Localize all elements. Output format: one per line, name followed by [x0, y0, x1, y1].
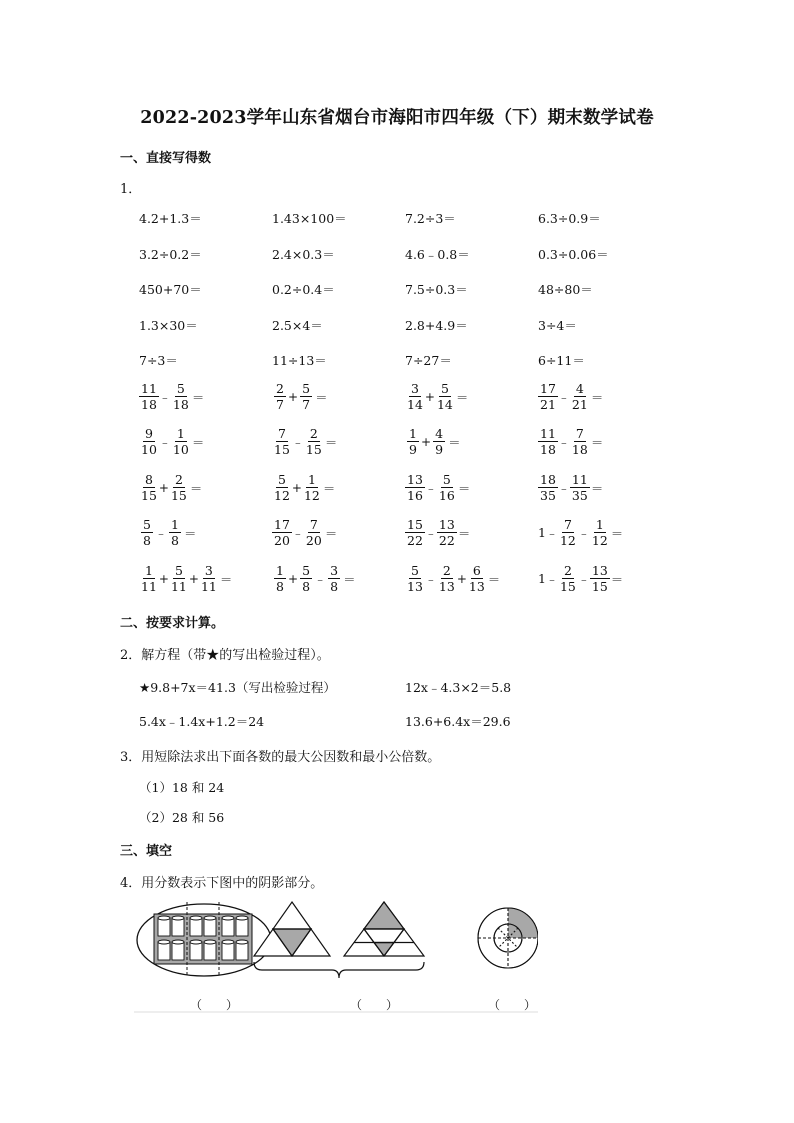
- section-2-heading: 二、按要求计算。: [120, 616, 225, 631]
- cylinder-icon: [190, 916, 202, 936]
- denominator: 22: [438, 533, 455, 548]
- fraction-problem: [538, 563, 623, 594]
- numerator: 13: [407, 472, 423, 487]
- operator: ﹣: [545, 572, 558, 586]
- numerator: 1: [176, 426, 185, 441]
- equals-sign: ＝: [457, 525, 471, 541]
- fraction-problem: [272, 472, 335, 503]
- fraction-problem: [272, 517, 337, 548]
- triangles-figure: [254, 902, 424, 978]
- cylinder-icon: [236, 940, 248, 960]
- oral-problem: 2.4×0.3＝: [272, 247, 335, 262]
- denominator: 16: [438, 488, 455, 503]
- q3-text: 3．用短除法求出下面各数的最大公因数和最小公倍数。: [120, 750, 441, 765]
- denominator: 15: [170, 488, 187, 503]
- numerator: 5: [176, 381, 185, 396]
- operator: ﹣: [291, 435, 304, 449]
- fraction-problem: [405, 517, 470, 548]
- cylinder-icon: [204, 940, 216, 960]
- cylinder-icon: [158, 916, 170, 936]
- denominator: 20: [274, 533, 290, 548]
- numerator: 6: [472, 563, 481, 578]
- equals-sign: ＝: [610, 525, 624, 541]
- denominator: 21: [540, 397, 556, 412]
- oral-problem: 3.2÷0.2＝: [139, 247, 202, 262]
- fraction-problem: [139, 472, 202, 503]
- circle-figure: [478, 908, 538, 968]
- fraction: [272, 381, 288, 412]
- operator: ﹣: [155, 526, 168, 540]
- numerator: 7: [575, 426, 584, 441]
- denominator: 10: [172, 442, 189, 457]
- fraction-problem: [272, 563, 356, 594]
- fraction: [171, 426, 191, 457]
- operator: +: [456, 571, 467, 586]
- operator: +: [158, 571, 169, 586]
- oral-problem: 6.3÷0.9＝: [538, 211, 601, 226]
- numerator: 2: [174, 472, 183, 487]
- numerator: 1: [307, 472, 316, 487]
- equals-sign: ＝: [322, 480, 336, 496]
- equals-sign: ＝: [191, 389, 205, 405]
- whole-number: 1: [538, 571, 546, 586]
- numerator: 2: [309, 426, 318, 441]
- q4-text: 4．用分数表示下图中的阴影部分。: [120, 876, 324, 891]
- cylinder-group-figure: [137, 902, 271, 976]
- numerator: 1: [409, 426, 417, 441]
- numerator: 11: [141, 381, 157, 396]
- oral-problem: 7.5÷0.3＝: [405, 282, 468, 297]
- cylinder-icon: [222, 940, 234, 960]
- denominator: 14: [407, 397, 423, 412]
- equals-sign: ＝: [455, 389, 469, 405]
- equals-sign: ＝: [324, 434, 338, 450]
- operator: ﹣: [158, 435, 171, 449]
- answer-blank-1[interactable]: （ ）: [190, 998, 239, 1012]
- numerator: 9: [144, 426, 153, 441]
- denominator: 13: [438, 579, 455, 594]
- answer-blank-2[interactable]: （ ）: [350, 998, 399, 1012]
- equals-sign: ＝: [191, 434, 205, 450]
- equals-sign: ＝: [324, 525, 338, 541]
- equals-sign: ＝: [590, 480, 604, 496]
- equals-sign: ＝: [487, 571, 501, 587]
- oral-problem: 11÷13＝: [272, 353, 327, 368]
- equals-sign: ＝: [590, 389, 604, 405]
- fraction: [405, 426, 421, 457]
- fraction: [570, 381, 590, 412]
- cylinder-icon: [158, 940, 170, 960]
- fraction: [570, 472, 590, 503]
- equation-4: 13.6+6.4x＝29.6: [405, 714, 511, 729]
- oral-problem: 2.5×4＝: [272, 318, 323, 333]
- section-3-heading: 三、填空: [120, 844, 173, 859]
- fraction-problem: [139, 381, 204, 412]
- denominator: 8: [171, 533, 179, 548]
- oral-problem: 0.2÷0.4＝: [272, 282, 335, 297]
- denominator: 15: [274, 442, 290, 457]
- equals-sign: ＝: [590, 434, 604, 450]
- numerator: 2: [442, 563, 451, 578]
- operator: +: [291, 480, 302, 495]
- operator: ﹣: [424, 572, 437, 586]
- denominator: 9: [409, 442, 417, 457]
- denominator: 7: [276, 397, 284, 412]
- fraction-problem: [405, 426, 461, 457]
- fraction: [171, 381, 191, 412]
- fraction: [405, 517, 425, 548]
- fraction: [199, 563, 219, 594]
- denominator: 9: [435, 442, 444, 457]
- fraction-problem: [538, 472, 603, 503]
- denominator: 8: [302, 579, 311, 594]
- fraction: [437, 517, 457, 548]
- fraction: [467, 563, 487, 594]
- fraction: [139, 563, 159, 594]
- numerator: 5: [143, 517, 151, 532]
- section-1-heading: 一、直接写得数: [120, 151, 212, 166]
- q1-label: 1．: [120, 182, 142, 197]
- operator: ﹣: [158, 390, 171, 404]
- operator: ﹣: [545, 526, 558, 540]
- numerator: 1: [171, 517, 179, 532]
- fraction: [272, 563, 288, 594]
- fraction: [437, 563, 457, 594]
- cylinder-icon: [172, 916, 184, 936]
- equals-sign: ＝: [184, 525, 197, 541]
- fraction-problem: [272, 426, 337, 457]
- operator: ﹣: [557, 435, 570, 449]
- fraction-problem: [139, 517, 197, 548]
- fraction: [272, 426, 292, 457]
- fraction: [558, 563, 578, 594]
- oral-problem: 2.8+4.9＝: [405, 318, 468, 333]
- numerator: 5: [440, 381, 449, 396]
- operator: +: [288, 389, 299, 404]
- denominator: 12: [303, 488, 320, 503]
- numerator: 17: [274, 517, 290, 532]
- cylinder-icon: [172, 940, 184, 960]
- answer-blank-3[interactable]: （ ）: [488, 998, 537, 1012]
- denominator: 22: [407, 533, 423, 548]
- operator: ﹣: [557, 481, 570, 495]
- fraction: [590, 563, 610, 594]
- fraction: [304, 426, 324, 457]
- oral-problem: 7÷27＝: [405, 353, 452, 368]
- fraction: [538, 426, 558, 457]
- fraction: [405, 472, 425, 503]
- denominator: 15: [591, 579, 608, 594]
- denominator: 18: [172, 397, 189, 412]
- oral-problem: 4.2+1.3＝: [139, 211, 202, 226]
- denominator: 7: [302, 397, 311, 412]
- oral-problem: 3÷4＝: [538, 318, 577, 333]
- operator: ﹣: [291, 526, 304, 540]
- denominator: 21: [571, 397, 588, 412]
- denominator: 14: [436, 397, 453, 412]
- fraction-problem: [405, 472, 470, 503]
- denominator: 20: [305, 533, 322, 548]
- fraction-problem: [139, 563, 232, 594]
- numerator: 15: [407, 517, 423, 532]
- fraction-problem: [272, 381, 328, 412]
- operator: +: [288, 571, 299, 586]
- equals-sign: ＝: [343, 571, 356, 587]
- denominator: 11: [141, 579, 157, 594]
- numerator: 1: [595, 517, 604, 532]
- fraction: [139, 426, 159, 457]
- numerator: 5: [410, 563, 419, 578]
- operator: ﹣: [314, 572, 327, 586]
- cylinder-icon: [236, 916, 248, 936]
- fraction: [298, 381, 314, 412]
- numerator: 13: [591, 563, 608, 578]
- numerator: 3: [330, 563, 339, 578]
- fraction: [558, 517, 578, 548]
- oral-problem: 0.3÷0.06＝: [538, 247, 609, 262]
- oral-problem: 1.3×30＝: [139, 318, 198, 333]
- numerator: 5: [302, 563, 311, 578]
- fraction-problem: [405, 381, 468, 412]
- fraction-problem: [139, 426, 204, 457]
- numerator: 3: [204, 563, 213, 578]
- denominator: 12: [559, 533, 576, 548]
- equals-sign: ＝: [219, 571, 233, 587]
- denominator: 35: [571, 488, 588, 503]
- equation-1: ★9.8+7x＝41.3（写出检验过程）: [139, 680, 336, 695]
- equals-sign: ＝: [315, 389, 328, 405]
- operator: ﹣: [557, 390, 570, 404]
- denominator: 18: [571, 442, 588, 457]
- operator: +: [158, 480, 169, 495]
- oral-problem: 48÷80＝: [538, 282, 593, 297]
- denominator: 15: [141, 488, 157, 503]
- fraction: [169, 472, 189, 503]
- denominator: 13: [407, 579, 423, 594]
- fraction: [167, 517, 183, 548]
- equals-sign: ＝: [457, 480, 471, 496]
- operator: +: [188, 571, 199, 586]
- fraction: [139, 517, 155, 548]
- denominator: 11: [200, 579, 217, 594]
- numerator: 17: [540, 381, 556, 396]
- fraction: [437, 472, 457, 503]
- operator: +: [421, 434, 432, 449]
- fraction: [590, 517, 610, 548]
- fraction: [405, 381, 425, 412]
- numerator: 2: [276, 381, 284, 396]
- operator: ﹣: [577, 526, 590, 540]
- fraction-problem: [538, 381, 603, 412]
- cylinder-icon: [190, 940, 202, 960]
- equals-sign: ＝: [610, 571, 624, 587]
- q3-part-2: （2）28 和 56: [139, 810, 225, 825]
- denominator: 15: [305, 442, 322, 457]
- fraction: [298, 563, 314, 594]
- numerator: 11: [571, 472, 588, 487]
- operator: ﹣: [424, 526, 437, 540]
- denominator: 13: [468, 579, 485, 594]
- equation-3: 5.4x﹣1.4x+1.2＝24: [139, 714, 265, 729]
- denominator: 12: [591, 533, 608, 548]
- fraction: [538, 472, 558, 503]
- numerator: 3: [410, 381, 419, 396]
- fraction-problem: [405, 563, 500, 594]
- q2-text: 2．解方程（带★的写出检验过程）。: [120, 648, 330, 663]
- oral-problem: 7÷3＝: [139, 353, 178, 368]
- fraction: [435, 381, 455, 412]
- numerator: 7: [277, 426, 286, 441]
- oral-problem: 450+70＝: [139, 282, 202, 297]
- numerator: 7: [309, 517, 318, 532]
- equals-sign: ＝: [448, 434, 461, 450]
- fraction: [304, 517, 324, 548]
- equals-sign: ＝: [189, 480, 203, 496]
- oral-problem: 1.43×100＝: [272, 211, 347, 226]
- denominator: 8: [143, 533, 151, 548]
- fraction: [431, 426, 447, 457]
- fraction: [405, 563, 425, 594]
- whole-number: 1: [538, 525, 546, 540]
- fraction: [272, 472, 292, 503]
- numerator: 11: [540, 426, 556, 441]
- fraction: [538, 381, 558, 412]
- numerator: 1: [276, 563, 284, 578]
- denominator: 18: [141, 397, 157, 412]
- operator: +: [424, 389, 435, 404]
- denominator: 15: [559, 579, 576, 594]
- numerator: 4: [435, 426, 444, 441]
- fraction: [139, 472, 159, 503]
- denominator: 16: [407, 488, 423, 503]
- fraction: [272, 517, 292, 548]
- numerator: 5: [442, 472, 451, 487]
- equation-2: 12x﹣4.3×2＝5.8: [405, 680, 512, 695]
- fraction-problem: [538, 517, 623, 548]
- operator: ﹣: [577, 572, 590, 586]
- fraction: [302, 472, 322, 503]
- numerator: 5: [277, 472, 286, 487]
- oral-problem: 4.6﹣0.8＝: [405, 247, 470, 262]
- cylinder-icon: [204, 916, 216, 936]
- numerator: 1: [144, 563, 153, 578]
- numerator: 5: [174, 563, 183, 578]
- denominator: 11: [170, 579, 187, 594]
- numerator: 5: [302, 381, 311, 396]
- fraction: [326, 563, 342, 594]
- fraction-problem: [538, 426, 603, 457]
- page-title: 2022-2023学年山东省烟台市海阳市四年级（下）期末数学试卷: [140, 108, 654, 128]
- numerator: 4: [575, 381, 584, 396]
- denominator: 8: [276, 579, 284, 594]
- oral-problem: 6÷11＝: [538, 353, 585, 368]
- denominator: 10: [141, 442, 157, 457]
- operator: ﹣: [424, 481, 437, 495]
- oral-problem: 7.2÷3＝: [405, 211, 456, 226]
- cylinder-icon: [222, 916, 234, 936]
- denominator: 18: [540, 442, 556, 457]
- numerator: 18: [540, 472, 556, 487]
- denominator: 8: [330, 579, 339, 594]
- denominator: 35: [540, 488, 556, 503]
- denominator: 12: [274, 488, 290, 503]
- fraction: [570, 426, 590, 457]
- numerator: 7: [563, 517, 572, 532]
- numerator: 8: [144, 472, 153, 487]
- fraction: [169, 563, 189, 594]
- q3-part-1: （1）18 和 24: [139, 780, 225, 795]
- numerator: 13: [438, 517, 455, 532]
- numerator: 2: [563, 563, 572, 578]
- fraction: [139, 381, 159, 412]
